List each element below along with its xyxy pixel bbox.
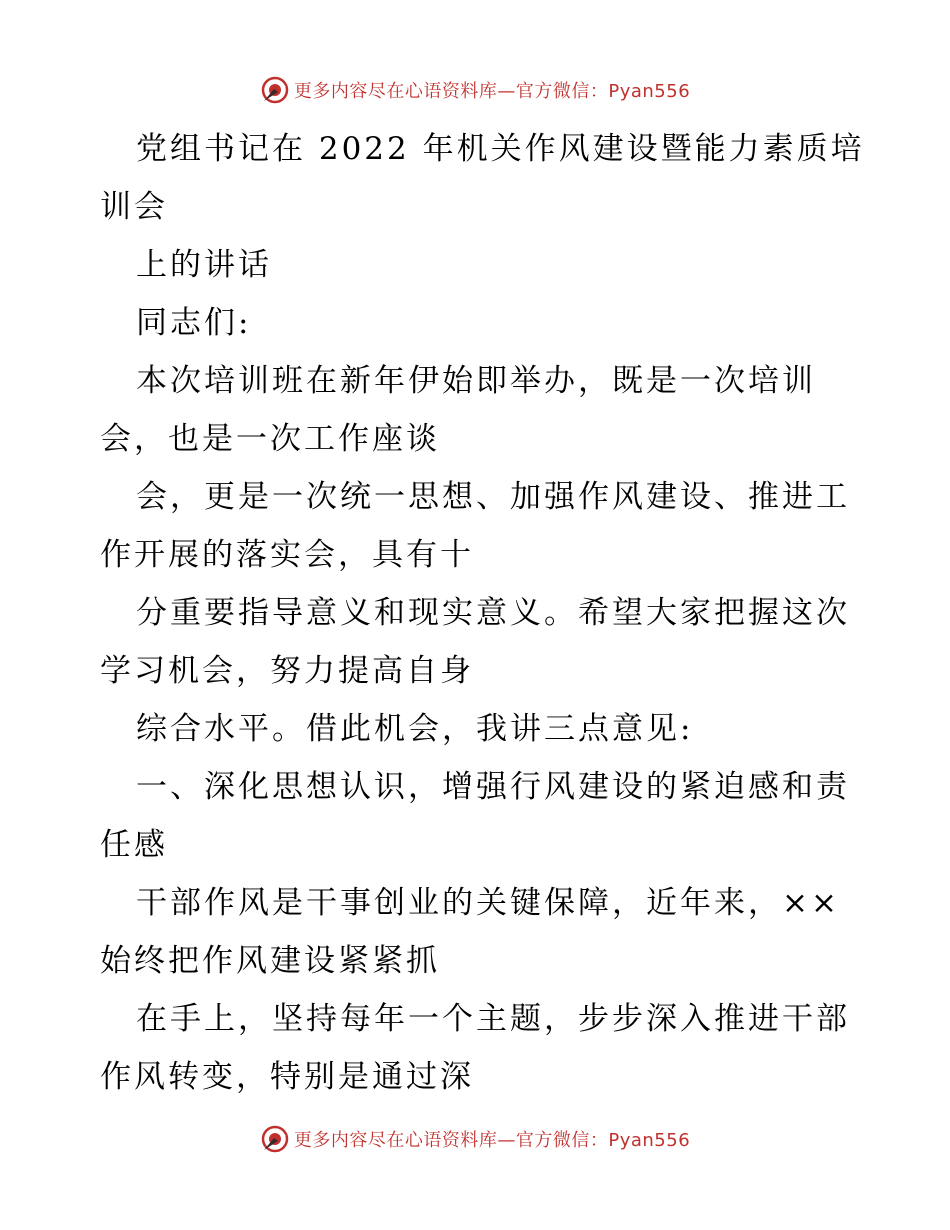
document-line: 作开展的落实会，具有十 [100,537,474,573]
document-line: 始终把作风建设紧紧抓 [100,943,440,979]
document-line: 训会 [100,189,168,225]
document-line: 会，更是一次统一思想、加强作风建设、推进工 [136,479,850,515]
document-line: 任感 [100,827,168,863]
pen-circle-icon [260,75,290,105]
document-body [100,120,865,1106]
document-line: 党组书记在 2022 年机关作风建设暨能力素质培 [136,131,865,167]
footer-banner [0,1119,950,1159]
document-line: 作风转变，特别是通过深 [100,1059,474,1095]
document-line: 同志们: [136,305,252,341]
header-banner [0,70,950,110]
document-line: 一、深化思想认识，增强行风建设的紧迫感和责 [136,769,850,805]
document-line: 本次培训班在新年伊始即举办，既是一次培训 [136,363,816,399]
document-line: 干部作风是干事创业的关键保障，近年来，×× [136,885,840,921]
document-line: 学习机会，努力提高自身 [100,653,474,689]
banner-text: 更多内容尽在心语资料库—官方微信：Pyan556 [293,81,691,102]
pen-circle-icon [260,1124,290,1154]
document-line: 综合水平。借此机会，我讲三点意见: [136,711,694,747]
document-line: 分重要指导意义和现实意义。希望大家把握这次 [136,595,850,631]
banner-text: 更多内容尽在心语资料库—官方微信：Pyan556 [293,1130,691,1151]
document-line: 上的讲话 [136,247,272,283]
document-line: 会，也是一次工作座谈 [100,421,440,457]
document-line: 在手上，坚持每年一个主题，步步深入推进干部 [136,1001,850,1037]
